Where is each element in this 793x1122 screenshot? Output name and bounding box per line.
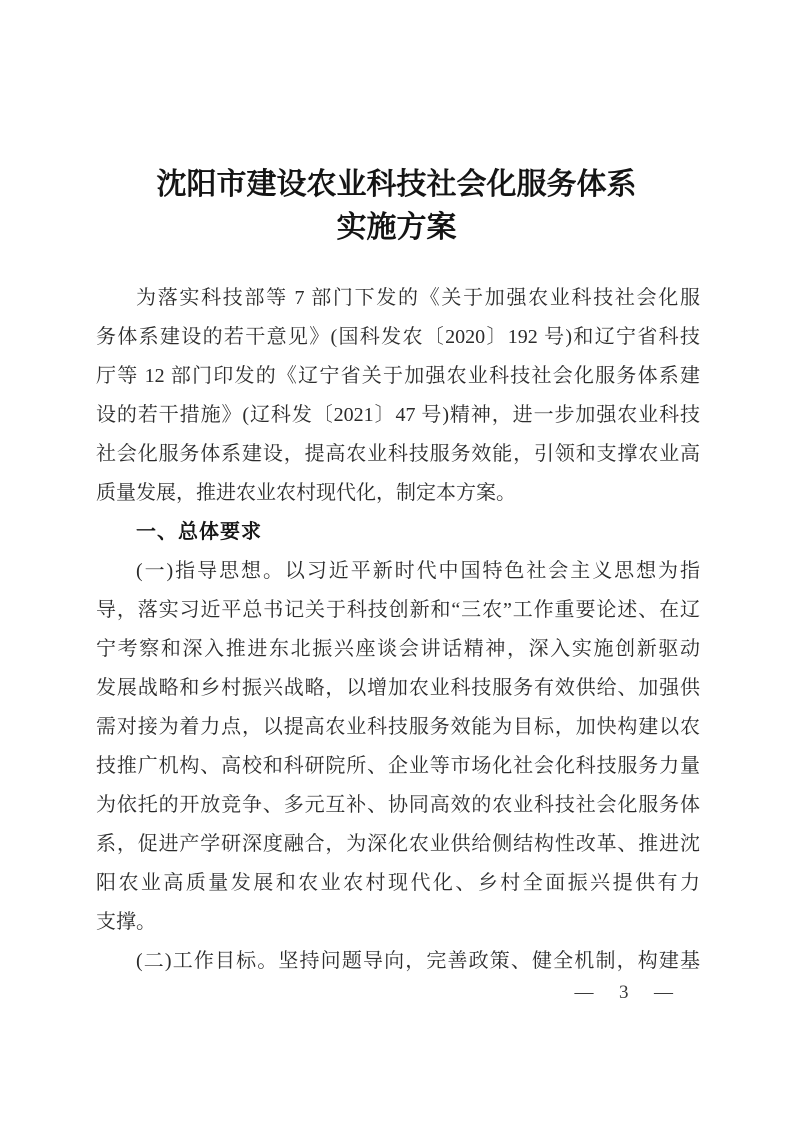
body-line: 质量发展，推进农业农村现代化，制定本方案。	[96, 482, 516, 504]
body-line: 技推广机构、高校和科研院所、企业等市场化社会化科技服务力量	[96, 755, 700, 777]
page-number: — 3 —	[574, 982, 673, 1003]
body-line: 设的若干措施》(辽科发〔2021〕47 号)精神，进一步加强农业科技	[96, 404, 700, 426]
body-line: 阳农业高质量发展和农业农村现代化、乡村全面振兴提供有力	[96, 872, 700, 894]
body-line: 宁考察和深入推进东北振兴座谈会讲话精神，深入实施创新驱动	[96, 638, 700, 660]
body-line: 为落实科技部等 7 部门下发的《关于加强农业科技社会化服	[136, 287, 700, 309]
body-line: (二)工作目标。坚持问题导向，完善政策、健全机制，构建基	[136, 950, 700, 972]
body-line: 导，落实习近平总书记关于科技创新和“三农”工作重要论述、在辽	[96, 599, 700, 621]
body-line: 为依托的开放竞争、多元互补、协同高效的农业科技社会化服务体	[96, 794, 700, 816]
body-line: 发展战略和乡村振兴战略，以增加农业科技服务有效供给、加强供	[96, 677, 700, 699]
body-line: 系，促进产学研深度融合，为深化农业供给侧结构性改革、推进沈	[96, 833, 700, 855]
body-line: (一)指导思想。以习近平新时代中国特色社会主义思想为指	[136, 560, 700, 582]
document-title-line-2: 实施方案	[336, 211, 457, 244]
document-title-line-1: 沈阳市建设农业科技社会化服务体系	[156, 168, 637, 201]
body-line: 需对接为着力点，以提高农业科技服务效能为目标，加快构建以农	[96, 716, 700, 738]
document-title	[0, 163, 793, 249]
body-line: 社会化服务体系建设，提高农业科技服务效能，引领和支撑农业高	[96, 443, 700, 465]
body-line: 厅等 12 部门印发的《辽宁省关于加强农业科技社会化服务体系建	[96, 365, 700, 387]
section-heading: 一、总体要求	[136, 521, 262, 543]
body-line: 支撑。	[96, 911, 156, 933]
document-body	[96, 279, 700, 981]
body-line: 务体系建设的若干意见》(国科发农〔2020〕192 号)和辽宁省科技	[96, 326, 700, 348]
